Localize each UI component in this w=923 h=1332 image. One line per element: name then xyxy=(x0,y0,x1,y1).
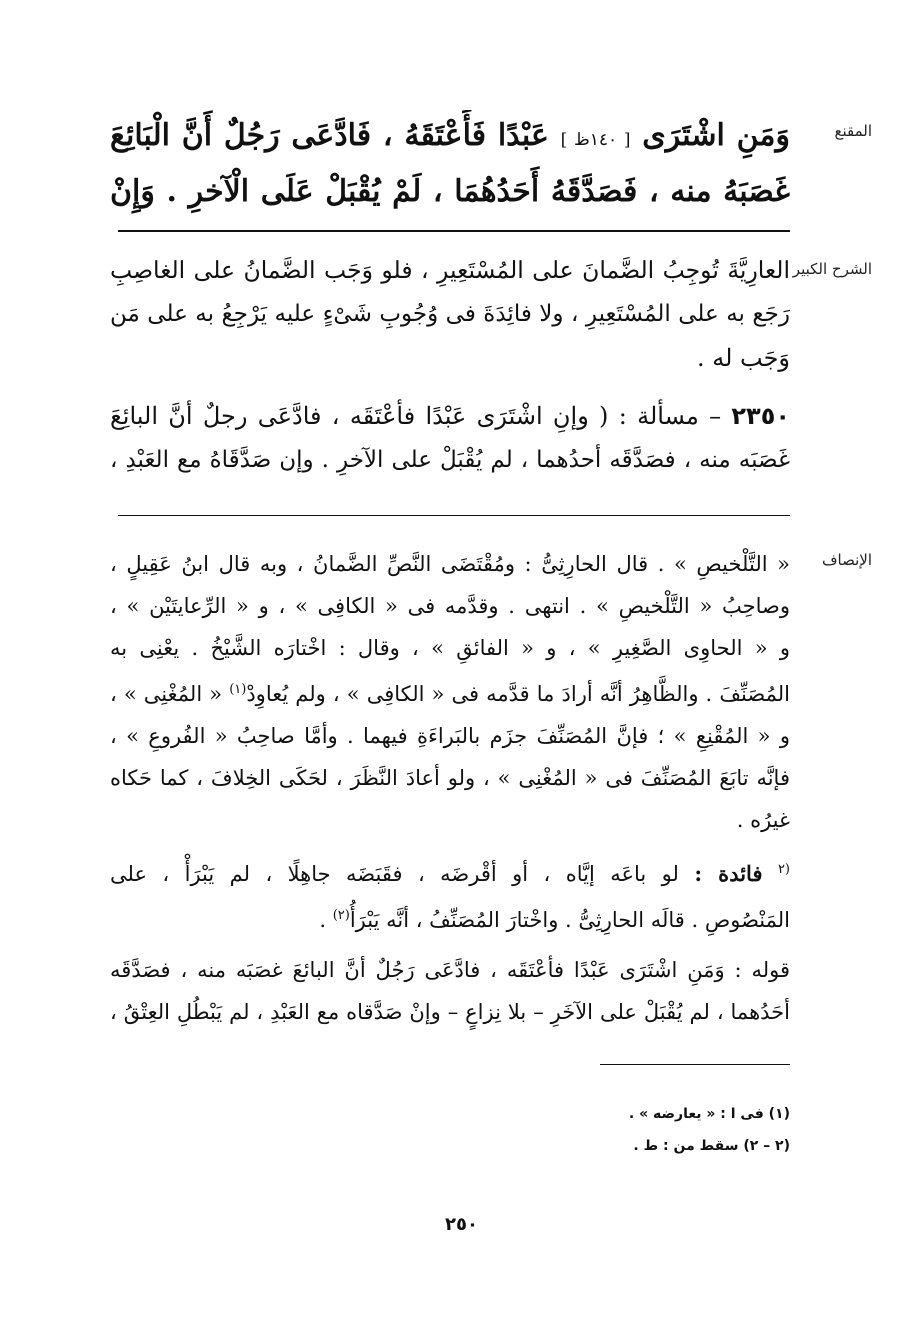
section-label-sharh: الشرح الكبير xyxy=(792,260,872,278)
masala-line-1-text: – مسألة : ( وإنِ اشْتَرَى عَبْدًا فأعْتَقَه ، فادَّعَى رجلٌ أنَّ البائِعَ xyxy=(110,402,722,430)
insaf-p2-line-1-text: لو باعَه إيَّاه ، أو أقْرضَه ، فقَبَضَه جاهِلًا ، لم يَبْرَأْ ، على xyxy=(110,862,679,886)
sharh-line-3: وَجَب له . xyxy=(696,344,790,372)
page-number: ٢٥٠ xyxy=(445,1214,478,1235)
muqni-section xyxy=(110,110,872,218)
masala-number: ٢٣٥٠ xyxy=(731,402,790,430)
muqni-line-1 xyxy=(110,110,790,166)
insaf-section xyxy=(110,543,872,1033)
sharh-line-2: رَجَع به على المُسْتَعِيرِ ، ولا فائِدَةَ فى وُجُوبِ شَىْءٍ عليه يَرْجِعُ به على مَن xyxy=(110,301,790,327)
insaf-p3-line-2: أحَدُهما ، لم يُقْبَلْ على الآخَرِ – بلا نِزاعٍ – وإنْ صَدَّقاه مع العَبْدِ ، لم يَبْطُلِ العِتْقُ ، xyxy=(110,1000,790,1024)
insaf-p1-line-4 xyxy=(110,669,790,715)
footnote-marker-1: (١) xyxy=(229,682,247,697)
insaf-p1-line-5: و « المُقْنِعِ » ؛ فإنَّ المُصَنِّفَ جزَم بالبَراءَةِ فيهما . وأمَّا صاحِبُ « الفُروعِ » ، xyxy=(110,724,790,748)
section-divider-1 xyxy=(118,230,790,232)
section-divider-2 xyxy=(118,515,790,516)
muqni-line-1-text-a: وَمَنِ اشْتَرَى xyxy=(642,118,790,153)
manuscript-folio-ref: [ ١٤٠ظ ] xyxy=(560,130,631,150)
sharh-line-1: العارِيَّةَ تُوجِبُ الضَّمانَ على المُسْتَعِيرِ ، فلو وَجَب الضَّمانُ على الغاصِبِ xyxy=(110,256,790,284)
sharh-section xyxy=(110,248,872,482)
insaf-p1-line-2: وصاحِبُ « التَّلْخيصِ » . انتهى . وقدَّمه فى « الكافِى » ، و « الرِّعايتَيْن » ، xyxy=(110,594,790,618)
footnote-1: (١) فى ا : « يعارضه » . xyxy=(628,1106,790,1122)
insaf-p1-line-6: فإنَّه تابَعَ المُصَنِّفَ فى « المُغْنِى » ، ولو أعادَ النَّظَرَ ، لحَكَى الخِلافَ ، كما حَكاه xyxy=(110,766,790,790)
sharh-masala-line-1 xyxy=(110,394,790,438)
insaf-p3-line-1: قوله : وَمَنِ اشْتَرَى عَبْدًا فأعْتَقَه ، فادَّعَى رَجُلٌ أنَّ البائعَ غصَبَه منه ، فصَدَّقَه xyxy=(110,958,790,982)
insaf-p2-line-1 xyxy=(110,849,790,895)
footnote-marker-2-open: (٢ xyxy=(777,862,790,877)
insaf-p2-line-2 xyxy=(110,895,790,941)
insaf-p1-line-3: و « الحاوِى الصَّغِيرِ » ، و « الفائقِ » ، وقال : اخْتارَه الشَّيْخُ . يعْنِى به xyxy=(110,636,790,660)
footnote-divider xyxy=(600,1064,790,1065)
insaf-p2-line-2-text-b: . xyxy=(319,908,326,932)
insaf-p1-line-4-text-b: « المُغْنِى » ، xyxy=(110,682,223,706)
faida-heading: فائدة : xyxy=(694,861,763,886)
section-label-muqni: المقنع xyxy=(834,122,872,140)
muqni-line-2: غَصَبَهُ منه ، فَصَدَّقَهُ أَحَدُهُمَا ، لَمْ يُقْبَلْ عَلَى الْآخرِ . وَإِنْ xyxy=(110,174,790,209)
footnote-marker-2-close: (٢) xyxy=(332,908,350,923)
footnote-2: (٢ – ٢) سقط من : ط . xyxy=(633,1138,790,1154)
section-label-insaf: الإنصاف xyxy=(821,551,872,569)
insaf-p2-line-2-text-a: المَنْصُوصِ . قالَه الحارِثِىُّ . واخْتارَ المُصَنِّفُ ، أنَّه يَبْرَأُ xyxy=(349,908,790,932)
insaf-p1-line-4-text-a: المُصَنِّفَ . والظَّاهِرُ أنَّه أرادَ ما قدَّمه فى « الكافِى » ، ولم يُعاوِدْ xyxy=(246,682,790,706)
sharh-masala-line-2: غَصَبَه منه ، فصَدَّقَه أحدُهما ، لم يُقْبَلْ على الآخرِ . وإن صَدَّقَاهُ مع العَبْدِ ، xyxy=(110,447,790,473)
insaf-p1-line-7: غيرُه . xyxy=(736,808,790,832)
insaf-p1-line-1: « التَّلْخيصِ » . قال الحارِثِىُّ : ومُقْتَضَى النَّصِّ الضَّمانُ ، وبه قال ابنُ عَقِيلٍ ، xyxy=(110,552,790,576)
muqni-line-1-text-b: عَبْدًا فَأَعْتَقَهُ ، فَادَّعَى رَجُلٌ أَنَّ الْبَائِعَ xyxy=(110,118,549,153)
footnotes xyxy=(490,1098,790,1162)
